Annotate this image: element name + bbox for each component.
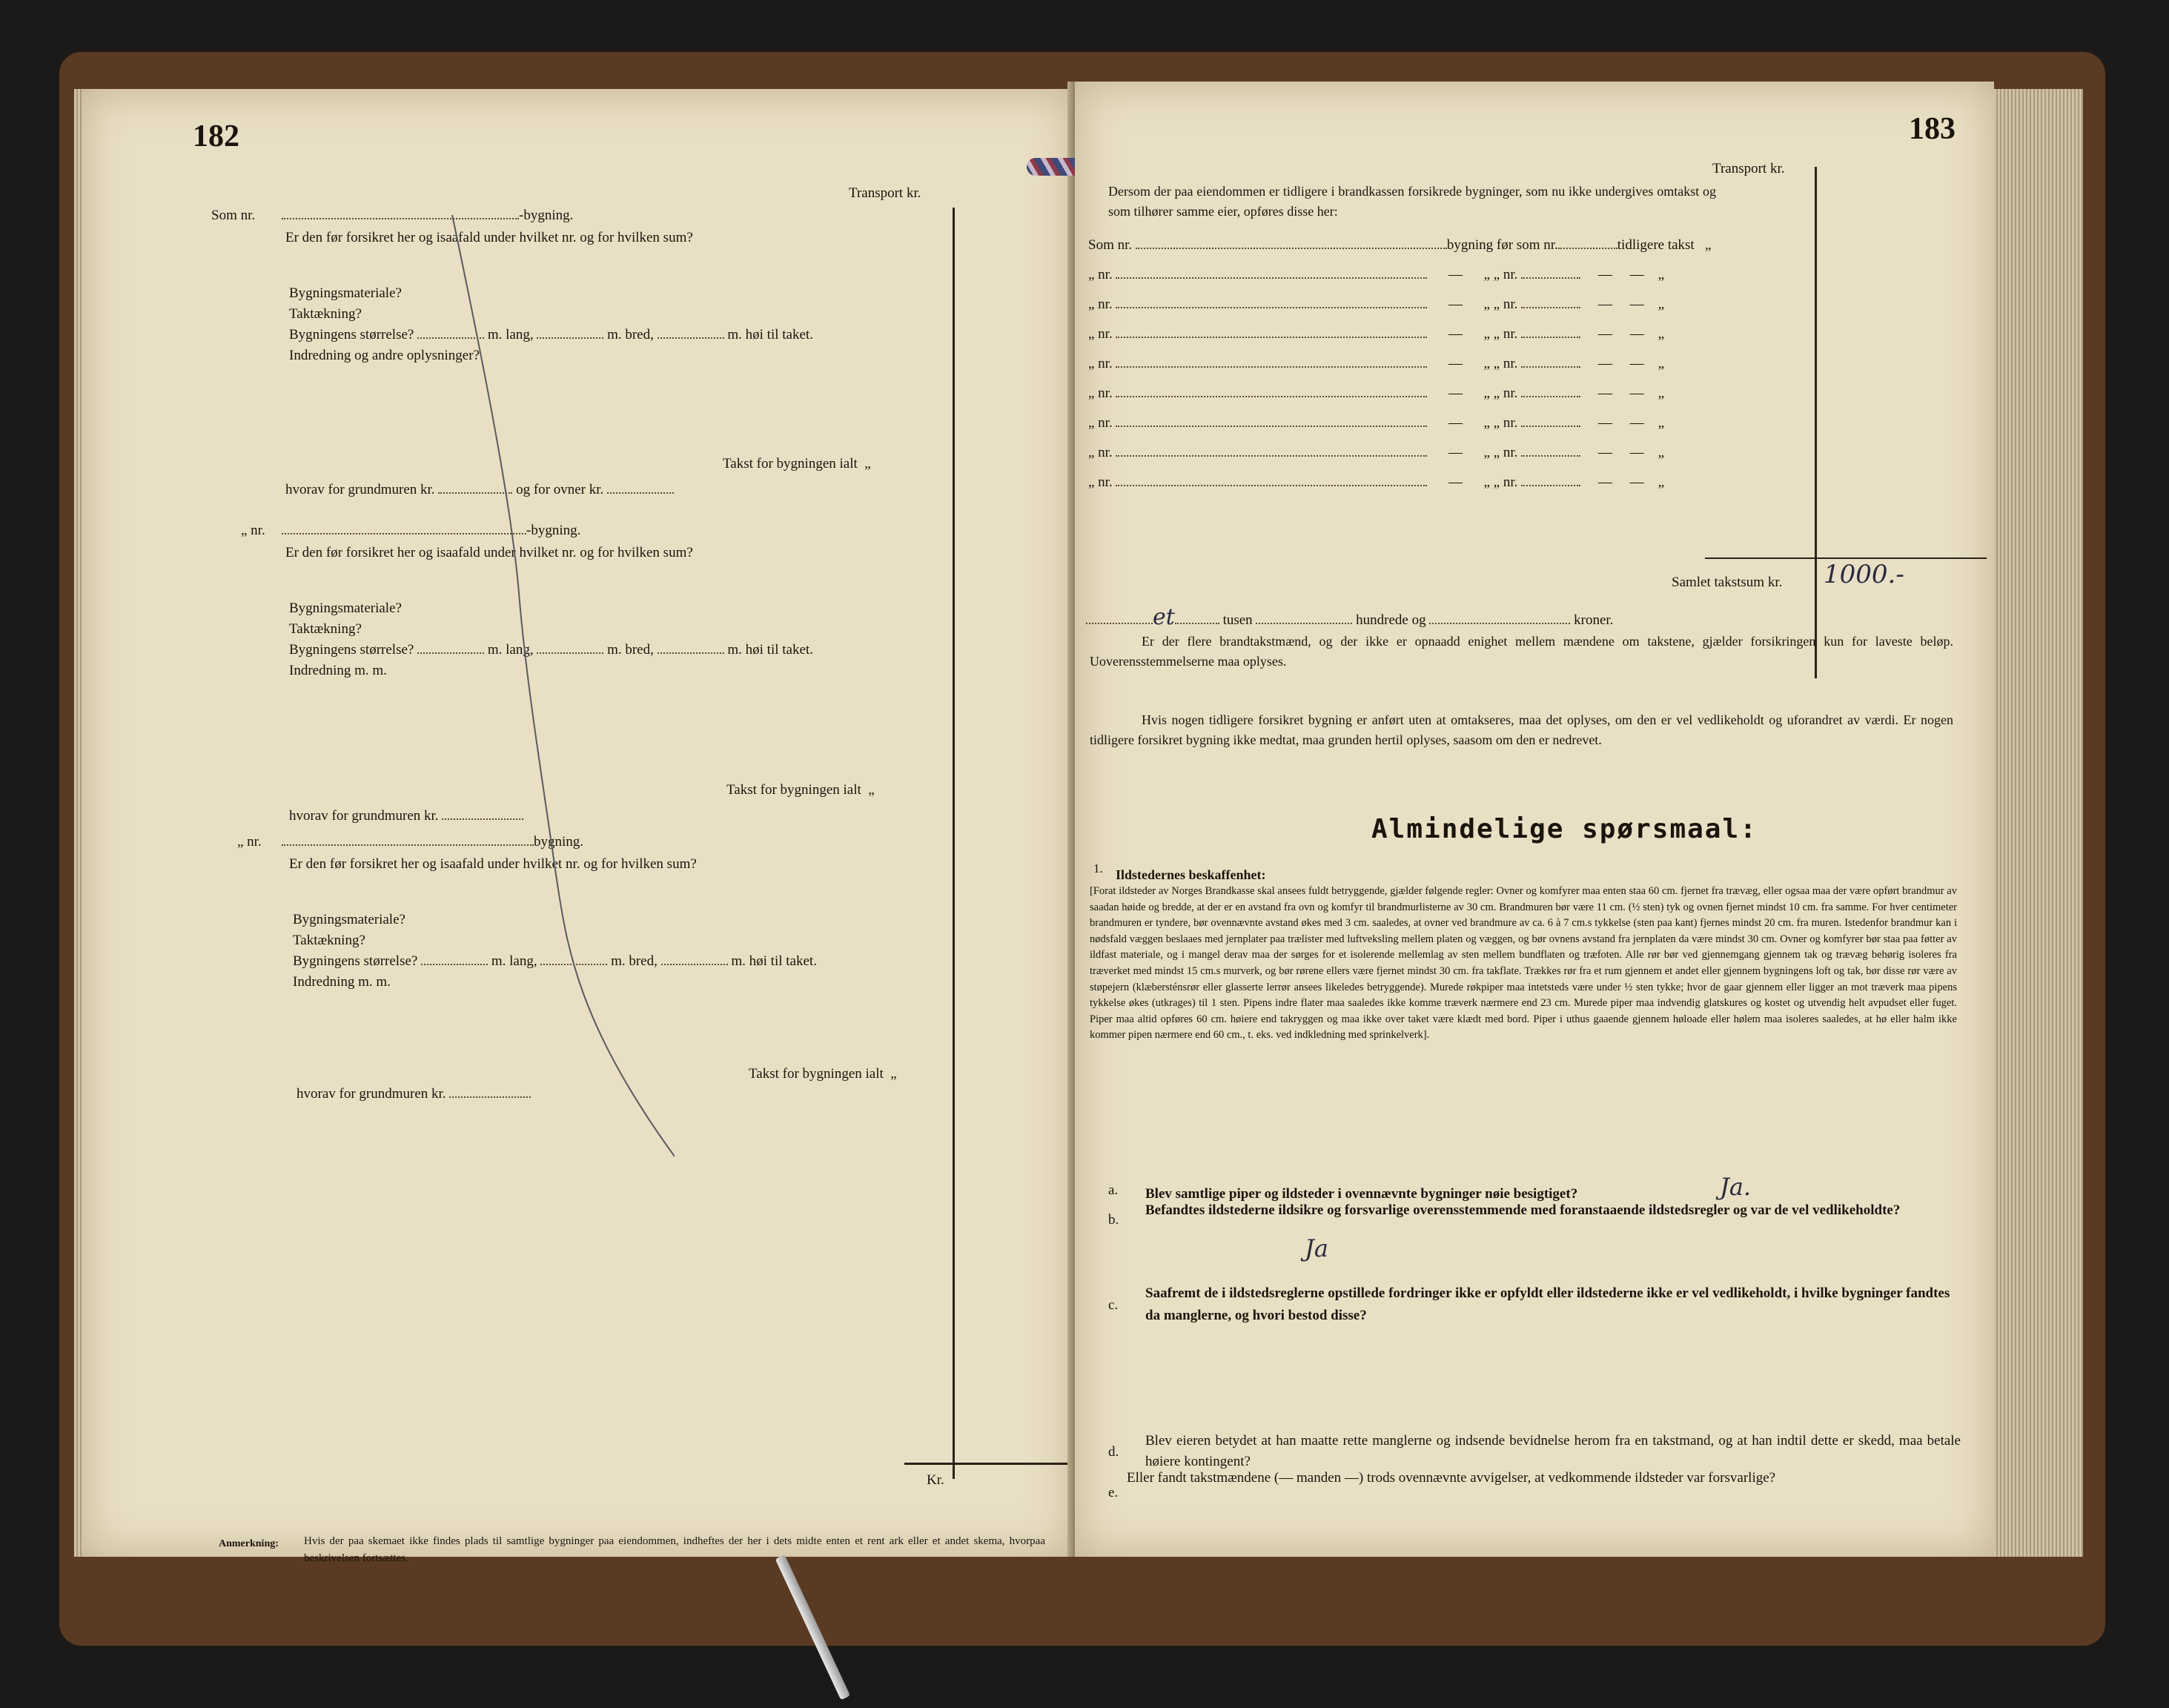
table-row-0: Som nr. bygning før som nr. tidligere takst „ (1088, 237, 1712, 253)
amount-words-line: et tusen hundrede og kroner. (1086, 604, 1613, 630)
som-nr-label: Som nr. (211, 208, 256, 223)
building-1-interior: Indredning og andre oplysninger? (289, 348, 480, 363)
pencil-stroke (430, 208, 675, 1171)
question-e-label: e. (1108, 1485, 1119, 1500)
question-e-text: Eller fandt takstmændene (— manden —) trods ovennævnte avvigelser, at vedkommende ildsteder var forsvarlige? (1127, 1470, 1776, 1486)
question-c-label: c. (1108, 1297, 1119, 1313)
building-2-nr: „ nr. (241, 523, 265, 538)
paragraph-flere-takstmaend: Er der flere brandtakstmænd, og der ikke er opnaadd enighet mellem mændene om takstene, gjælder forsikringen kun for laveste beløp. Uoverensstemmelserne maa oplyses. (1090, 634, 1953, 669)
building-2-size: Bygningens størrelse? m. lang, m. bred, m. høi til taket. (289, 642, 813, 658)
building-3-takst: Takst for bygningen ialt „ (749, 1066, 897, 1082)
section-1-title: Ildstedernes beskaffenhet: (1116, 867, 1266, 882)
question-c-text: Saafremt de i ildstedsreglerne opstillede fordringer ikke er opfyldt eller ildstederne ikke er vel vedlikeholdt, i hvilke bygninger fandtes da manglerne, og hvori bestod disse? (1145, 1285, 1950, 1323)
section-1-number: 1. (1093, 861, 1103, 875)
samlet-label: Samlet takstsum kr. (1672, 575, 1783, 590)
building-3-interior: Indredning m. m. (293, 974, 391, 990)
building-1-line: -bygning. (282, 208, 573, 224)
building-2-line: -bygning. (282, 523, 580, 539)
transport-label: Transport kr. (849, 185, 921, 201)
question-a-answer: Ja. (1720, 1173, 1752, 1201)
building-1-grundmur: hvorav for grundmuren kr. og for ovner kr. (285, 482, 674, 498)
building-3-nr: „ nr. (237, 834, 262, 850)
question-a-label: a. (1108, 1182, 1119, 1198)
building-3-roof: Taktækning? (293, 933, 365, 948)
building-2-interior: Indredning m. m. (289, 663, 387, 678)
table-row-3: „ nr. — „ „ nr. — — „ (1088, 326, 1665, 342)
building-2-material: Bygningsmateriale? (289, 600, 402, 616)
amount-column-line (953, 208, 955, 1479)
transport-label: Transport kr. (1712, 161, 1785, 176)
building-3-line: bygning. (282, 834, 583, 850)
table-row-2: „ nr. — „ „ nr. — — „ (1088, 297, 1665, 312)
anmerkning-label: Anmerkning: (219, 1538, 279, 1549)
building-3-question: Er den før forsikret her og isaafald under hvilket nr. og for hvilken sum? (289, 856, 697, 872)
building-3-material: Bygningsmateriale? (293, 912, 405, 927)
building-2-grundmur: hvorav for grundmuren kr. (289, 808, 523, 824)
table-row-8: „ nr. — „ „ nr. — — „ (1088, 474, 1665, 490)
building-3-size: Bygningens størrelse? m. lang, m. bred, m. høi til taket. (293, 953, 817, 969)
sum-rule (1705, 557, 1987, 559)
building-2-question: Er den før forsikret her og isaafald under hvilket nr. og for hvilken sum? (285, 545, 693, 560)
total-rule (904, 1463, 1075, 1465)
question-d-text: Blev eieren betydet at han maatte rette manglerne og indsende bevidnelse herom fra en takstmand, og at han indtil dette er skedd, maa betale høiere kontingent? (1145, 1433, 1961, 1469)
page-number: 182 (193, 119, 239, 153)
paragraph-tidligere-forsikret: Hvis nogen tidligere forsikret bygning er anført uten at omtakseres, maa det oplyses, om den er vel vedlikeholdt og uforandret av værdi. Er nogen tidligere forsikret bygning ikke medtat, maa grunden hertil oplyses, saasom om den er nedrevet. (1090, 712, 1953, 747)
building-1-size: Bygningens størrelse? m. lang, m. bred, m. høi til taket. (289, 327, 813, 342)
building-2-roof: Taktækning? (289, 621, 362, 637)
building-1-material: Bygningsmateriale? (289, 285, 402, 301)
building-3-grundmur: hvorav for grundmuren kr. (297, 1086, 531, 1102)
section-heading: Almindelige spørsmaal: (1371, 814, 1758, 844)
page-number: 183 (1909, 112, 1956, 146)
table-row-7: „ nr. — „ „ nr. — — „ (1088, 445, 1665, 460)
intro-paragraph: Dersom der paa eiendommen er tidligere i brandkassen forsikrede bygninger, som nu ikke undergives omtakst og som tilhører samme eier, opføres disse her: (1108, 184, 1716, 219)
question-d-label: d. (1108, 1444, 1119, 1460)
kr-label: Kr. (927, 1472, 944, 1488)
samlet-value: 1000.- (1824, 560, 1904, 589)
question-a-text: Blev samtlige piper og ildsteder i ovennævnte bygninger nøie besigtiget? (1145, 1186, 1578, 1202)
building-2-takst: Takst for bygningen ialt „ (726, 782, 875, 798)
amount-column-line (1815, 167, 1817, 678)
building-1-takst: Takst for bygningen ialt „ (723, 456, 871, 471)
question-b-label: b. (1108, 1212, 1119, 1228)
table-row-6: „ nr. — „ „ nr. — — „ (1088, 415, 1665, 431)
page-edges-right (1994, 89, 2083, 1557)
question-b-answer: Ja (1305, 1234, 1328, 1262)
table-row-1: „ nr. — „ „ nr. — — „ (1088, 267, 1665, 282)
fireplace-regulations: [Forat ildsteder av Norges Brandkasse skal ansees fuldt betryggende, gjælder følgende regler: Ovner og komfyrer maa enten staa 60 cm. fjernet fra trævæg, eller ogsaa maa der være opført brandmur av saadan høide og bredde, at der er en avstand fra ovn og komfyr til brandmurlisterne av 30 cm. Brandmuren bør være 11 cm. (½ sten) tyk og ovnen fjernet mindst 10 cm. fra samme. For hver centimeter brandmuren er tyndere, bør ovennævnte avstand økes med 3 cm. saaledes, at ovner ved brandmure av ca. 6 à 7 cm.s tykkelse (sten paa kant) fjernes mindst 20 cm. fra muren. Istedenfor brandmur kan i nødsfald væggen beslaaes med jernplater paa trælister med luftveksling mellem platen og væggen, og bør ovnens avstand fra jernplaten da være mindst 30 cm. Ovner og komfyrer bør staa paa føtter av ildfast materiale, og i mangel derav maa der sørges for et isolerende mellemlag av sten mellem bundflaten og træfoten. Alle rør bør ved gjennemgang gjennem tak og trævæg behørig isoleres fra træverket med mindst 15 cm.s murverk, og bør rørene ellers være fjernet mindst 30 cm. fra takflate. Trækkes rør fra et rum gjennem et andet eller gjennem bygningens loft og tak, bør disse rør være av støpejern (klæbersténsrør eller glasserte lerrør ansees likeledes betryggende). Murede røkpiper maa intetsteds være under ½ sten tykke; hvor de gaar gjennem eller ligger an mot træverk maa pipens tykkelse økes (utkrages) til 1 sten. Pipens indre flater maa saaledes ikke komme træverk nærmere end 23 cm. Murede piper maa indvendig glatskures og kostet og utvendig helt avpudset eller fuget. Piper maa altid opføres 60 cm. høiere end takryggen og maa ikke over taket være klædt med bord. Piper i uthus gaaende gjennem høloade eller hølem maa isoleres saaledes, at hø eller halm ikke kommer pipen nærmere end 60 cm., t. eks. ved indkledning med sprinkelverk]. (1090, 885, 1957, 1042)
table-row-4: „ nr. — „ „ nr. — — „ (1088, 356, 1665, 371)
right-page (1075, 82, 1994, 1557)
question-b-text: Befandtes ildstederne ildsikre og forsvarlige overensstemmende med foranstaaende ildstedsregler og var de vel vedlikeholdte? (1145, 1202, 1901, 1218)
building-1-roof: Taktækning? (289, 306, 362, 322)
anmerkning-text: Hvis der paa skemaet ikke findes plads til samtlige bygninger paa eiendommen, indheftes der her i dets midte enten et rent ark eller et andet skema, hvorpaa beskrivelsen fortsættes. (304, 1535, 1045, 1564)
building-1-question: Er den før forsikret her og isaafald under hvilket nr. og for hvilken sum? (285, 230, 693, 245)
table-row-5: „ nr. — „ „ nr. — — „ (1088, 385, 1665, 401)
left-page (82, 89, 1075, 1564)
